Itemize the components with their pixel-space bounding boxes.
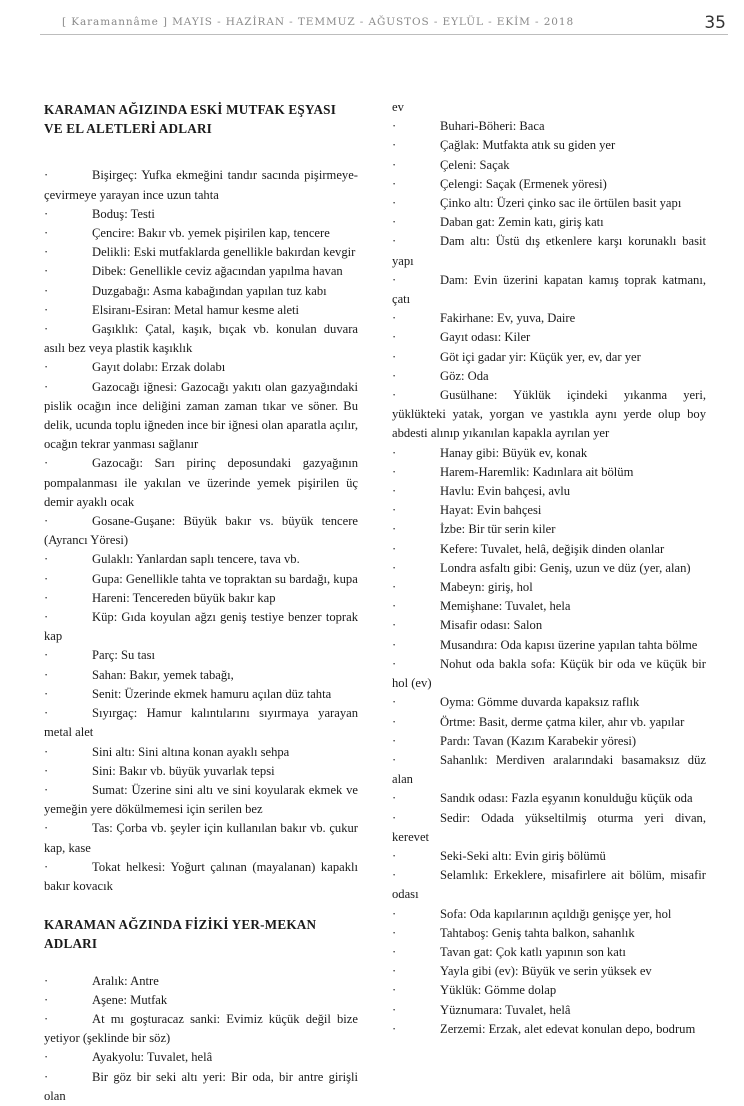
bullet-marker: · bbox=[44, 610, 49, 625]
list-item bbox=[44, 608, 358, 646]
bullet-marker: · bbox=[44, 1011, 49, 1026]
list-item bbox=[44, 1010, 358, 1048]
entry-text: Aşene: Mutfak bbox=[92, 992, 168, 1007]
bullet-marker: · bbox=[392, 848, 397, 863]
bullet-marker: · bbox=[392, 196, 397, 211]
bullet-marker: · bbox=[392, 503, 397, 518]
list-item bbox=[392, 905, 706, 924]
bullet-marker: · bbox=[392, 484, 397, 499]
entry-text: Göt içi gadar yir: Küçük yer, ev, dar yer bbox=[440, 349, 641, 364]
entry-text: Bişirgeç: Yufka ekmeğini tandır sacında pişirmeye-çevirmeye yarayan ince uzun tahta bbox=[44, 168, 358, 202]
bullet-marker: · bbox=[392, 138, 397, 153]
bullet-marker: · bbox=[392, 541, 397, 556]
entry-text: Hayat: Evin bahçesi bbox=[440, 503, 542, 518]
list-item bbox=[392, 271, 706, 309]
list-item bbox=[44, 646, 358, 665]
list-item bbox=[392, 540, 706, 559]
list-item bbox=[392, 597, 706, 616]
entry-text: Sumat: Üzerine sini altı ve sini koyularak ekmek ve yemeğin yere dökülmemesi için serilen bez bbox=[44, 782, 358, 817]
entry-text: Zerzemi: Erzak, alet edevat konulan depo, bodrum bbox=[440, 1021, 696, 1036]
entry-text: Seki-Seki altı: Evin giriş bölümü bbox=[440, 848, 606, 863]
entry-text: Sini: Bakır vb. büyük yuvarlak tepsi bbox=[92, 763, 275, 778]
entry-text: Aralık: Antre bbox=[92, 973, 159, 988]
bullet-marker: · bbox=[44, 245, 49, 260]
bullet-marker: · bbox=[392, 925, 397, 940]
right-column bbox=[392, 98, 706, 1039]
entry-text: Pardı: Tavan (Kazım Karabekir yöresi) bbox=[440, 733, 637, 748]
bullet-marker: · bbox=[44, 686, 49, 701]
list-item bbox=[392, 1001, 706, 1020]
list-item bbox=[392, 809, 706, 847]
list-item bbox=[44, 991, 358, 1010]
list-item bbox=[44, 704, 358, 742]
bullet-marker: · bbox=[392, 868, 397, 883]
entry-text: Sahanlık: Merdiven aralarındaki basamaksız düz alan bbox=[392, 752, 706, 787]
spacer bbox=[44, 138, 358, 166]
bullet-marker: · bbox=[44, 360, 49, 375]
entry-text: Yüklük: Gömme dolap bbox=[440, 983, 557, 998]
bullet-marker: · bbox=[392, 1002, 397, 1017]
physical-places-list-part2 bbox=[392, 117, 706, 1039]
bullet-marker: · bbox=[44, 206, 49, 221]
list-item bbox=[392, 713, 706, 732]
entry-text: Tas: Çorba vb. şeyler için kullanılan bakır vb. çukur kap, kase bbox=[44, 821, 358, 855]
left-column bbox=[44, 100, 358, 1106]
entry-text: At mı goşturacaz sanki: Evimiz küçük değil bize yetiyor (şeklinde bir söz) bbox=[44, 1011, 358, 1046]
bullet-marker: · bbox=[44, 514, 49, 529]
bullet-marker: · bbox=[392, 157, 397, 172]
list-item bbox=[392, 559, 706, 578]
entry-text: Duzgabağı: Asma kabağından yapılan tuz kabı bbox=[92, 283, 327, 298]
list-item bbox=[44, 1068, 358, 1106]
entry-text: Tokat helkesi: Yoğurt çalınan (mayalanan) kapaklı bakır kovacık bbox=[44, 859, 358, 893]
entry-text: Buhari-Böheri: Baca bbox=[440, 119, 545, 134]
bullet-marker: · bbox=[44, 648, 49, 663]
entry-text: Gosane-Guşane: Büyük bakır vs. büyük tencere (Ayrancı Yöresi) bbox=[44, 514, 358, 548]
list-item bbox=[392, 482, 706, 501]
entry-text: Küp: Gıda koyulan ağzı geniş testiye benzer toprak kap bbox=[44, 610, 358, 644]
entry-text: Misafir odası: Salon bbox=[440, 618, 543, 633]
list-item bbox=[44, 819, 358, 857]
list-item bbox=[392, 866, 706, 904]
list-item bbox=[44, 781, 358, 819]
entry-text: Mabeyn: giriş, hol bbox=[440, 580, 533, 595]
entry-text: Gazocağı iğnesi: Gazocağı yakıtı olan gazyağındaki pislik ocağın ince deliğini zaman zaman tıkar ve söner. Bu delik, ucunda toplu iğneden ince bir iğnesi olan aparatla açılır, ocağın tekrar yanması sağlanır bbox=[44, 379, 358, 452]
list-item bbox=[44, 205, 358, 224]
header-divider bbox=[40, 34, 728, 35]
list-item bbox=[44, 570, 358, 589]
entry-text: Dibek: Genellikle ceviz ağacından yapılma havan bbox=[92, 264, 343, 279]
bullet-marker: · bbox=[44, 571, 49, 586]
entry-text: Hanay gibi: Büyük ev, konak bbox=[440, 445, 588, 460]
list-item bbox=[392, 520, 706, 539]
list-item bbox=[392, 175, 706, 194]
bullet-marker: · bbox=[44, 590, 49, 605]
bullet-marker: · bbox=[44, 302, 49, 317]
list-item bbox=[44, 550, 358, 569]
bullet-marker: · bbox=[392, 752, 397, 767]
list-item bbox=[44, 589, 358, 608]
entry-text: Selamlık: Erkeklere, misafirlere ait bölüm, misafir odası bbox=[392, 868, 706, 902]
entry-text: İzbe: Bir tür serin kiler bbox=[440, 522, 556, 537]
list-item bbox=[392, 309, 706, 328]
list-item bbox=[392, 636, 706, 655]
bullet-marker: · bbox=[44, 859, 49, 874]
entry-text: Sıyırgaç: Hamur kalıntılarını sıyırmaya yarayan metal alet bbox=[44, 706, 358, 740]
entry-text: Harem-Haremlik: Kadınlara ait bölüm bbox=[440, 464, 634, 479]
list-item bbox=[44, 666, 358, 685]
section-title-physical-places: KARAMAN AĞZINDA FİZİKİ YER-MEKAN ADLARI bbox=[44, 917, 317, 952]
list-item bbox=[392, 732, 706, 751]
page-number: 35 bbox=[704, 13, 726, 33]
list-item bbox=[392, 981, 706, 1000]
entry-text: Hareni: Tencereden büyük bakır kap bbox=[92, 590, 276, 605]
entry-text: Sini altı: Sini altına konan ayaklı sehpa bbox=[92, 744, 290, 759]
list-item bbox=[44, 243, 358, 262]
list-item bbox=[392, 962, 706, 981]
spacer bbox=[44, 896, 358, 915]
section-title-kitchen-utensils: KARAMAN AĞIZINDA ESKİ MUTFAK EŞYASI VE EL ALETLERİ ADLARI bbox=[44, 102, 337, 137]
bullet-marker: · bbox=[392, 733, 397, 748]
list-item bbox=[392, 501, 706, 520]
entry-text: Yayla gibi (ev): Büyük ve serin yüksek ev bbox=[440, 964, 652, 979]
entry-text: Elsiranı-Esiran: Metal hamur kesme aleti bbox=[92, 302, 300, 317]
entry-text: Nohut oda bakla sofa: Küçük bir oda ve küçük bir hol (ev) bbox=[392, 656, 706, 691]
bullet-marker: · bbox=[392, 176, 397, 191]
bullet-marker: · bbox=[392, 983, 397, 998]
bullet-marker: · bbox=[392, 349, 397, 364]
bullet-marker: · bbox=[392, 695, 397, 710]
list-item bbox=[44, 262, 358, 281]
entry-text: Gaşıklık: Çatal, kaşık, bıçak vb. konulan duvara asılı bez veya plastik kaşıklık bbox=[44, 322, 358, 356]
list-item bbox=[392, 136, 706, 155]
bullet-marker: · bbox=[392, 656, 397, 671]
list-item bbox=[392, 194, 706, 213]
list-item bbox=[392, 328, 706, 347]
bullet-marker: · bbox=[392, 580, 397, 595]
list-item bbox=[44, 1048, 358, 1067]
entry-text: Gusülhane: Yüklük içindeki yıkanma yeri, yüklükteki yatak, yorgan ve yastıkla aynı yerde olup boy abdesti alınıp yıkanılan kapakla ayrılan yer bbox=[392, 388, 706, 441]
list-item bbox=[392, 1020, 706, 1039]
bullet-marker: · bbox=[392, 388, 397, 403]
entry-text: Gayıt odası: Kiler bbox=[440, 330, 531, 345]
entry-text: Çağlak: Mutfakta atık su giden yer bbox=[440, 138, 616, 153]
list-item bbox=[44, 454, 358, 512]
entry-text: Memişhane: Tuvalet, hela bbox=[440, 599, 571, 614]
entry-text: Daban gat: Zemin katı, giriş katı bbox=[440, 215, 604, 230]
list-item bbox=[392, 751, 706, 789]
bullet-marker: · bbox=[44, 763, 49, 778]
list-item bbox=[392, 943, 706, 962]
spacer bbox=[44, 954, 358, 972]
list-item bbox=[44, 972, 358, 991]
list-item bbox=[392, 386, 706, 444]
list-item bbox=[44, 743, 358, 762]
bullet-marker: · bbox=[44, 379, 49, 394]
physical-places-list-part1 bbox=[44, 972, 358, 1106]
bullet-marker: · bbox=[392, 215, 397, 230]
entry-text: Yüznumara: Tuvalet, helâ bbox=[440, 1002, 571, 1017]
list-item bbox=[392, 117, 706, 136]
bullet-marker: · bbox=[392, 234, 397, 249]
list-item bbox=[392, 847, 706, 866]
list-item bbox=[392, 232, 706, 270]
list-item bbox=[44, 378, 358, 455]
entry-text: Kefere: Tuvalet, helâ, değişik dinden olanlar bbox=[440, 541, 665, 556]
bullet-marker: · bbox=[44, 973, 49, 988]
bullet-marker: · bbox=[44, 667, 49, 682]
bullet-marker: · bbox=[392, 714, 397, 729]
bullet-marker: · bbox=[44, 1069, 49, 1084]
list-item bbox=[44, 512, 358, 550]
bullet-marker: · bbox=[392, 445, 397, 460]
list-item bbox=[392, 213, 706, 232]
bullet-marker: · bbox=[392, 560, 397, 575]
bullet-marker: · bbox=[392, 791, 397, 806]
bullet-marker: · bbox=[44, 744, 49, 759]
list-item bbox=[392, 693, 706, 712]
entry-text: Çinko altı: Üzeri çinko sac ile örtülen basit yapı bbox=[440, 196, 682, 211]
bullet-marker: · bbox=[44, 264, 49, 279]
bullet-marker: · bbox=[44, 322, 49, 337]
bullet-marker: · bbox=[44, 1050, 49, 1065]
bullet-marker: · bbox=[44, 552, 49, 567]
bullet-marker: · bbox=[392, 906, 397, 921]
list-item bbox=[44, 858, 358, 896]
bullet-marker: · bbox=[392, 330, 397, 345]
entry-text: Oyma: Gömme duvarda kapaksız raflık bbox=[440, 695, 640, 710]
bullet-marker: · bbox=[392, 964, 397, 979]
entry-text: Dam altı: Üstü dış etkenlere karşı korunaklı basit yapı bbox=[392, 234, 706, 268]
entry-text: Parç: Su tası bbox=[92, 648, 155, 663]
bullet-marker: · bbox=[392, 119, 397, 134]
list-item bbox=[392, 348, 706, 367]
entry-text: Havlu: Evin bahçesi, avlu bbox=[440, 484, 571, 499]
bullet-marker: · bbox=[392, 637, 397, 652]
entry-text: Gayıt dolabı: Erzak dolabı bbox=[92, 360, 226, 375]
bullet-marker: · bbox=[44, 456, 49, 471]
list-item bbox=[44, 224, 358, 243]
entry-text: Sandık odası: Fazla eşyanın konulduğu küçük oda bbox=[440, 791, 693, 806]
list-item bbox=[44, 358, 358, 377]
bullet-marker: · bbox=[392, 522, 397, 537]
bullet-marker: · bbox=[392, 311, 397, 326]
entry-text: Gazocağı: Sarı pirinç deposundaki gazyağının pompalanması ile yakılan ve üzerinde yemek pişirilen üç demir ayaklı ocak bbox=[44, 456, 358, 509]
entry-text: Boduş: Testi bbox=[92, 206, 155, 221]
entry-text: Çelengi: Saçak (Ermenek yöresi) bbox=[440, 176, 607, 191]
bullet-marker: · bbox=[392, 810, 397, 825]
list-item bbox=[44, 301, 358, 320]
page-header bbox=[0, 0, 744, 40]
bullet-marker: · bbox=[44, 168, 49, 183]
bullet-marker: · bbox=[44, 706, 49, 721]
bullet-marker: · bbox=[44, 283, 49, 298]
list-item bbox=[392, 367, 706, 386]
entry-text: Musandıra: Oda kapısı üzerine yapılan tahta bölme bbox=[440, 637, 698, 652]
entry-text: Örtme: Basit, derme çatma kiler, ahır vb. yapılar bbox=[440, 714, 685, 729]
running-title: [ Karamannâme ] MAYIS - HAZİRAN - TEMMUZ - AĞUSTOS - EYLÜL - EKİM - 2018 bbox=[62, 16, 575, 28]
entry-text: Londra asfaltı gibi: Geniş, uzun ve düz (yer, alan) bbox=[440, 560, 691, 575]
list-item bbox=[392, 463, 706, 482]
kitchen-utensils-list bbox=[44, 166, 358, 896]
bullet-marker: · bbox=[392, 272, 397, 287]
bullet-marker: · bbox=[44, 782, 49, 797]
entry-text: Tavan gat: Çok katlı yapının son katı bbox=[440, 944, 626, 959]
list-item bbox=[392, 616, 706, 635]
entry-text: Çeleni: Saçak bbox=[440, 157, 510, 172]
entry-text: Tahtaboş: Geniş tahta balkon, sahanlık bbox=[440, 925, 635, 940]
list-item bbox=[44, 282, 358, 301]
list-item bbox=[392, 655, 706, 693]
entry-text: Delikli: Eski mutfaklarda genellikle bakırdan kevgir bbox=[92, 245, 356, 260]
entry-text: Fakirhane: Ev, yuva, Daire bbox=[440, 311, 576, 326]
entry-text: Ayakyolu: Tuvalet, helâ bbox=[92, 1050, 213, 1065]
list-item bbox=[392, 789, 706, 808]
continued-text: ev bbox=[392, 100, 404, 114]
entry-text: Göz: Oda bbox=[440, 368, 489, 383]
entry-text: Bir göz bir seki altı yeri: Bir oda, bir antre girişli olan bbox=[44, 1069, 358, 1103]
bullet-marker: · bbox=[392, 464, 397, 479]
bullet-marker: · bbox=[44, 821, 49, 836]
entry-text: Sedir: Odada yükseltilmiş oturma yeri divan, kerevet bbox=[392, 810, 706, 844]
list-item bbox=[392, 156, 706, 175]
entry-text: Senit: Üzerinde ekmek hamuru açılan düz tahta bbox=[92, 686, 332, 701]
bullet-marker: · bbox=[392, 1021, 397, 1036]
bullet-marker: · bbox=[392, 368, 397, 383]
bullet-marker: · bbox=[44, 226, 49, 241]
bullet-marker: · bbox=[392, 618, 397, 633]
bullet-marker: · bbox=[392, 599, 397, 614]
list-item bbox=[392, 444, 706, 463]
entry-text: Sofa: Oda kapılarının açıldığı genişçe yer, hol bbox=[440, 906, 672, 921]
list-item bbox=[44, 166, 358, 204]
entry-text: Sahan: Bakır, yemek tabağı, bbox=[92, 667, 234, 682]
list-item bbox=[44, 762, 358, 781]
entry-text: Gupa: Genellikle tahta ve topraktan su bardağı, kupa bbox=[92, 571, 358, 586]
entry-text: Çencire: Bakır vb. yemek pişirilen kap, tencere bbox=[92, 226, 330, 241]
list-item bbox=[392, 578, 706, 597]
entry-text: Gulaklı: Yanlardan saplı tencere, tava vb. bbox=[92, 552, 300, 567]
bullet-marker: · bbox=[44, 992, 49, 1007]
list-item bbox=[44, 685, 358, 704]
entry-text: Dam: Evin üzerini kapatan kamış toprak katmanı, çatı bbox=[392, 272, 706, 307]
list-item bbox=[392, 924, 706, 943]
list-item bbox=[44, 320, 358, 358]
bullet-marker: · bbox=[392, 944, 397, 959]
